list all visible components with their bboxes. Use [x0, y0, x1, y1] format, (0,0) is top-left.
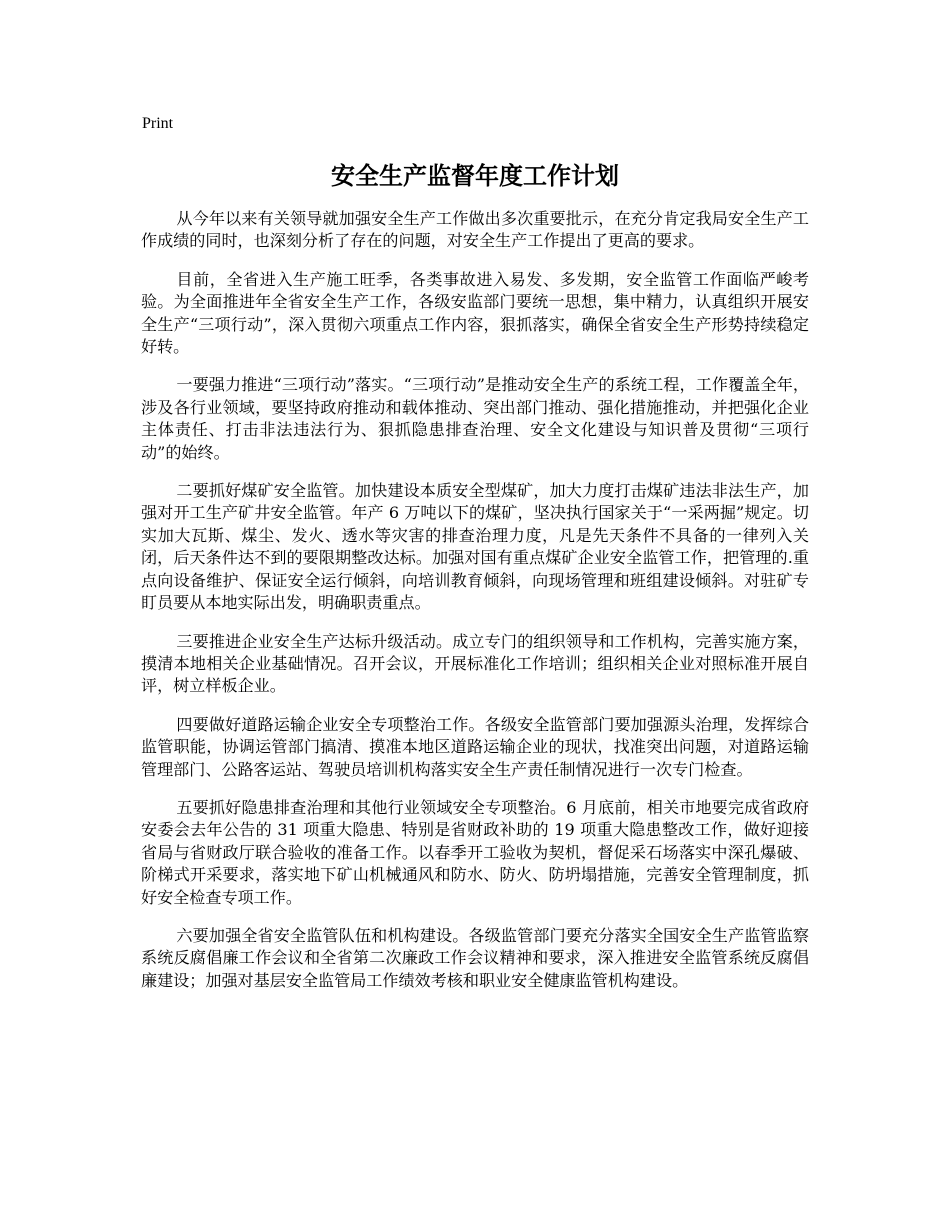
document-body: [141, 158, 809, 992]
paragraph-intro: 从今年以来有关领导就加强安全生产工作做出多次重要批示，在充分肯定我局安全生产工作成绩的同时，也深刻分析了存在的问题，对安全生产工作提出了更高的要求。: [141, 209, 809, 251]
print-link[interactable]: Print: [142, 115, 174, 132]
paragraph-current-situation: 目前，全省进入生产施工旺季，各类事故进入易发、多发期，安全监管工作面临严峻考验。为全面推进年全省安全生产工作，各级安监部门要统一思想，集中精力，认真组织开展安全生产“三项行动”，深入贯彻六项重点工作内容，狠抓落实，确保全省安全生产形势持续稳定好转。: [141, 269, 809, 357]
paragraph-task-1: 一要强力推进“三项行动”落实。“三项行动”是推动安全生产的系统工程，工作覆盖全年，涉及各行业领域，要坚持政府推动和载体推动、突出部门推动、强化措施推动，并把强化企业主体责任、打击非法违法行为、狠抓隐患排查治理、安全文化建设与知识普及贯彻“三项行动”的始终。: [141, 375, 809, 462]
paragraph-task-2: 二要抓好煤矿安全监管。加快建设本质安全型煤矿，加大力度打击煤矿违法非法生产，加强对开工生产矿井安全监管。年产 6 万吨以下的煤矿，坚决执行国家关于“一采两掘”规定。切实加大瓦斯、煤尘、发火、透水等灾害的排查治理力度，凡是先天条件不具备的一律列入关闭，后天条件达不到的要限期整改达标。加强对国有重点煤矿企业安全监管工作，把管理的.重点向设备维护、保证安全运行倾斜，向培训教育倾斜，向现场管理和班组建设倾斜。对驻矿专盯员要从本地实际出发，明确职责重点。: [141, 481, 809, 613]
paragraph-task-4: 四要做好道路运输企业安全专项整治工作。各级安全监管部门要加强源头治理，发挥综合监管职能，协调运管部门搞清、摸准本地区道路运输企业的现状，找准突出问题，对道路运输管理部门、公路客运站、驾驶员培训机构落实安全生产责任制情况进行一次专门检查。: [141, 714, 809, 779]
document-title: 安全生产监督年度工作计划: [331, 161, 619, 190]
paragraph-task-3: 三要推进企业安全生产达标升级活动。成立专门的组织领导和工作机构，完善实施方案，摸清本地相关企业基础情况。召开会议，开展标准化工作培训；组织相关企业对照标准开展自评，树立样板企业。: [141, 631, 809, 696]
paragraph-task-5: 五要抓好隐患排查治理和其他行业领域安全专项整治。6 月底前，相关市地要完成省政府安委会去年公告的 31 项重大隐患、特别是省财政补助的 19 项重大隐患整改工作，做好迎接省局与省财政厅联合验收的准备工作。以春季开工验收为契机，督促采石场落实中深孔爆破、阶梯式开采要求，落实地下矿山机械通风和防水、防火、防坍塌措施，完善安全管理制度，抓好安全检查专项工作。: [141, 797, 809, 907]
paragraph-task-6: 六要加强全省安全监管队伍和机构建设。各级监管部门要充分落实全国安全生产监管监察系统反腐倡廉工作会议和全省第二次廉政工作会议精神和要求，深入推进安全监管系统反腐倡廉建设；加强对基层安全监管局工作绩效考核和职业安全健康监管机构建设。: [141, 925, 809, 990]
